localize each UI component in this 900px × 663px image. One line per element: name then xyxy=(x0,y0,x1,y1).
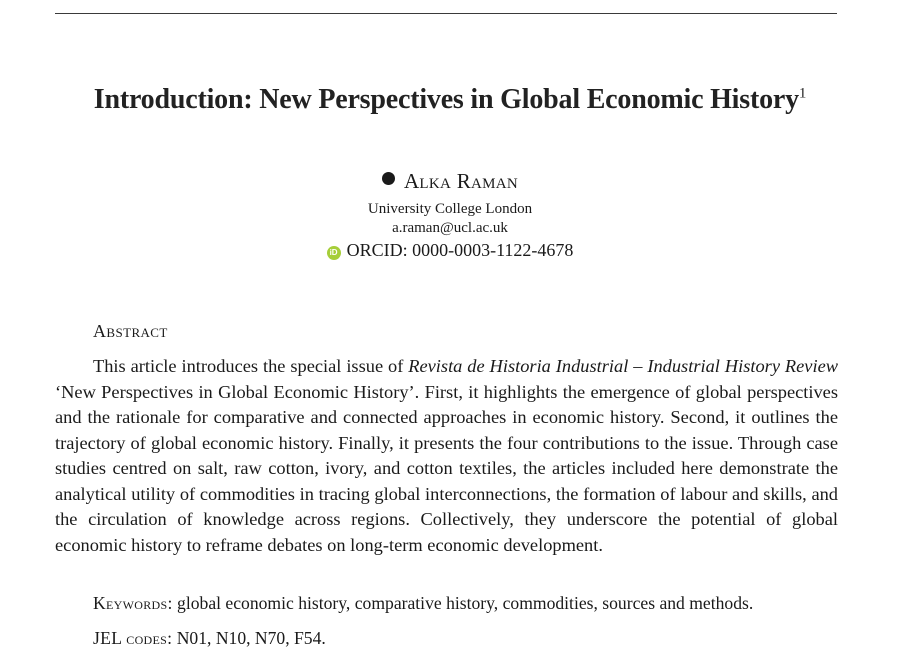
journal-name: Revista de Historia Industrial – Industrial History Review xyxy=(408,356,838,376)
author-institution: University College London xyxy=(367,201,533,217)
orcid-line[interactable] xyxy=(0,240,900,261)
keywords-label: Keywords: xyxy=(93,593,173,613)
title-footnote-mark[interactable]: 1 xyxy=(798,85,807,102)
article-title-text: Introduction: New Perspectives in Global Economic History xyxy=(93,84,799,115)
article-title xyxy=(0,84,900,116)
author-email[interactable]: a.raman@ucl.ac.uk xyxy=(392,220,508,236)
jel-codes-line xyxy=(93,628,326,649)
jel-label: JEL codes: xyxy=(93,628,173,648)
keywords-text: global economic history, comparative history, commodities, sources and methods. xyxy=(172,593,754,613)
author-bullet-icon xyxy=(382,172,395,185)
abstract-text: ‘New Perspectives in Global Economic History’. First, it highlights the emergence of global perspectives and the rationale for comparative and connected approaches in economic history. Second, it outlines the trajectory of global economic history. Finally, it presents the four contributions to the issue. Through case studies centred on salt, raw cotton, ivory, and cotton textiles, the articles included here demonstrate the analytical utility of commodities in tracing global interconnections, the formation of labour and skills, and the circulation of knowledge across regions. Collectively, they underscore the potential of global economic history to reframe debates on long-term economic development. xyxy=(55,381,838,555)
author-name: Alka Raman xyxy=(403,169,519,193)
author-line xyxy=(0,169,900,194)
abstract-heading: Abstract xyxy=(93,321,168,341)
orcid-id[interactable]: 0000-0003-1122-4678 xyxy=(412,240,574,260)
header-rule xyxy=(55,13,837,14)
keywords-line xyxy=(93,593,753,614)
jel-text: N01, N10, N70, F54. xyxy=(172,628,326,648)
orcid-label: ORCID: xyxy=(346,240,408,260)
orcid-icon: iD xyxy=(327,246,341,260)
abstract-intro: This article introduces the special issue of xyxy=(93,356,409,376)
abstract-body xyxy=(55,354,838,558)
